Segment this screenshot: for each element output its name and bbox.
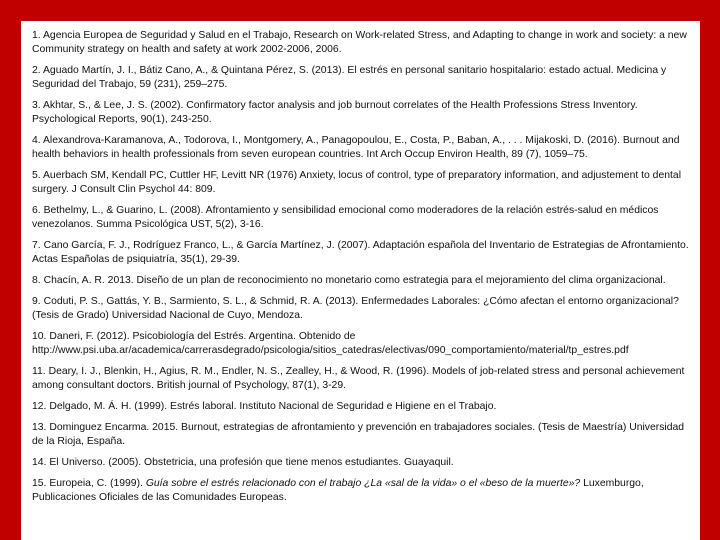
reference-text: Agencia Europea de Seguridad y Salud en el Trabajo, Research on Work-related Stress, and Adapting to change in work and society: a new Community strategy on health and safety at work 2002-2006, 2006. [32, 30, 687, 55]
reference-text: El Universo. (2005). Obstetricia, una profesión que tiene menos estudiantes. Guayaquil. [49, 457, 454, 468]
reference-item [32, 64, 694, 92]
reference-number: 15. [32, 478, 47, 489]
reference-item [32, 204, 694, 232]
reference-number: 4. [32, 135, 41, 146]
reference-item [32, 169, 694, 197]
reference-list [32, 29, 694, 512]
reference-number: 14. [32, 457, 47, 468]
reference-item [32, 29, 694, 57]
reference-text: Dominguez Encarma. 2015. Burnout, estrategias de afrontamiento y prevención en trabajadores sociales. (Tesis de Maestría) Universidad de la Rioja, España. [32, 422, 685, 447]
reference-number: 10. [32, 331, 47, 342]
reference-text: Aguado Martín, J. I., Bátiz Cano, A., & Quintana Pérez, S. (2013). El estrés en personal sanitario hospitalario: estado actual. Medicina y Seguridad del Trabajo, 59 (231), 259–275. [32, 65, 667, 90]
reference-number: 2. [32, 65, 41, 76]
reference-item [32, 421, 694, 449]
reference-text: Bethelmy, L., & Guarino, L. (2008). Afrontamiento y sensibilidad emocional como moderadores de la relación estrés-salud en médicos venezolanos. Summa Psicológica UST, 5(2), 3-16. [32, 205, 659, 230]
reference-text: Akhtar, S., & Lee, J. S. (2002). Confirmatory factor analysis and job burnout correlates of the Health Professions Stress Inventory. Psychological Reports, 90(1), 243-250. [32, 100, 638, 125]
reference-number: 11. [32, 366, 46, 377]
reference-number: 12. [32, 401, 47, 412]
reference-item [32, 365, 694, 393]
reference-number: 9. [32, 296, 41, 307]
reference-item [32, 330, 694, 358]
reference-item [32, 239, 694, 267]
reference-item [32, 477, 694, 505]
reference-text: Auerbach SM, Kendall PC, Cuttler HF, Levitt NR (1976) Anxiety, locus of control, type of preparatory information, and adjustement to dental surgery. J Consult Clin Psychol 44: 809. [32, 170, 681, 195]
reference-number: 8. [32, 275, 41, 286]
reference-text: Alexandrova-Karamanova, A., Todorova, I., Montgomery, A., Panagopoulou, E., Costa, P., Baban, A., . . . Mijakoski, D. (2016). Burnout and health behaviors in health professionals from seven european countries. Int Arch Occup Environ Health, 89 (7), 1059–75. [32, 135, 680, 160]
reference-item [32, 400, 694, 414]
reference-text: Deary, I. J., Blenkin, H., Agius, R. M., Endler, N. S., Zealley, H., & Wood, R. (1996). Models of job-related stress and personal achievement among consultant doctors. British journal of Psychology, 87(1), 3-29. [32, 366, 685, 391]
reference-text: Chacín, A. R. 2013. Diseño de un plan de reconocimiento no monetario como estrategia para el mejoramiento del clima organizacional. [43, 275, 666, 286]
reference-number: 1. [32, 30, 41, 41]
reference-title-italic: Guía sobre el estrés relacionado con el trabajo ¿La «sal de la vida» o el «beso de la muerte»? [145, 478, 581, 489]
reference-text: Cano García, F. J., Rodríguez Franco, L., & García Martínez, J. (2007). Adaptación española del Inventario de Estrategias de Afrontamiento. Actas Españolas de psiquiatría, 35(1), 29-39. [32, 240, 689, 265]
reference-text-start: Europeia, C. (1999). [49, 478, 146, 489]
reference-number: 5. [32, 170, 41, 181]
reference-text: Daneri, F. (2012). Psicobiología del Estrés. Argentina. Obtenido de http://www.psi.uba.ar/academica/carrerasdegrado/psicologia/sitios_catedras/electivas/090_comportamiento/material/tp_estres.pdf [32, 331, 629, 356]
slide [21, 21, 700, 540]
reference-number: 3. [32, 100, 41, 111]
reference-item [32, 134, 694, 162]
reference-item [32, 295, 694, 323]
reference-text: Delgado, M. Á. H. (1999). Estrés laboral. Instituto Nacional de Seguridad e Higiene en el Trabajo. [49, 401, 497, 412]
reference-item [32, 274, 694, 288]
reference-text: Coduti, P. S., Gattás, Y. B., Sarmiento, S. L., & Schmid, R. A. (2013). Enfermedades Laborales: ¿Cómo afectan el entorno organizacional? (Tesis de Grado) Universidad Nacional de Cuyo, Mendoza. [32, 296, 679, 321]
reference-item [32, 456, 694, 470]
reference-number: 7. [32, 240, 41, 251]
reference-number: 6. [32, 205, 41, 216]
reference-item [32, 99, 694, 127]
reference-number: 13. [32, 422, 47, 433]
reference-text-end: Luxemburgo, Publicaciones Oficiales de las Comunidades Europeas. [32, 478, 644, 503]
